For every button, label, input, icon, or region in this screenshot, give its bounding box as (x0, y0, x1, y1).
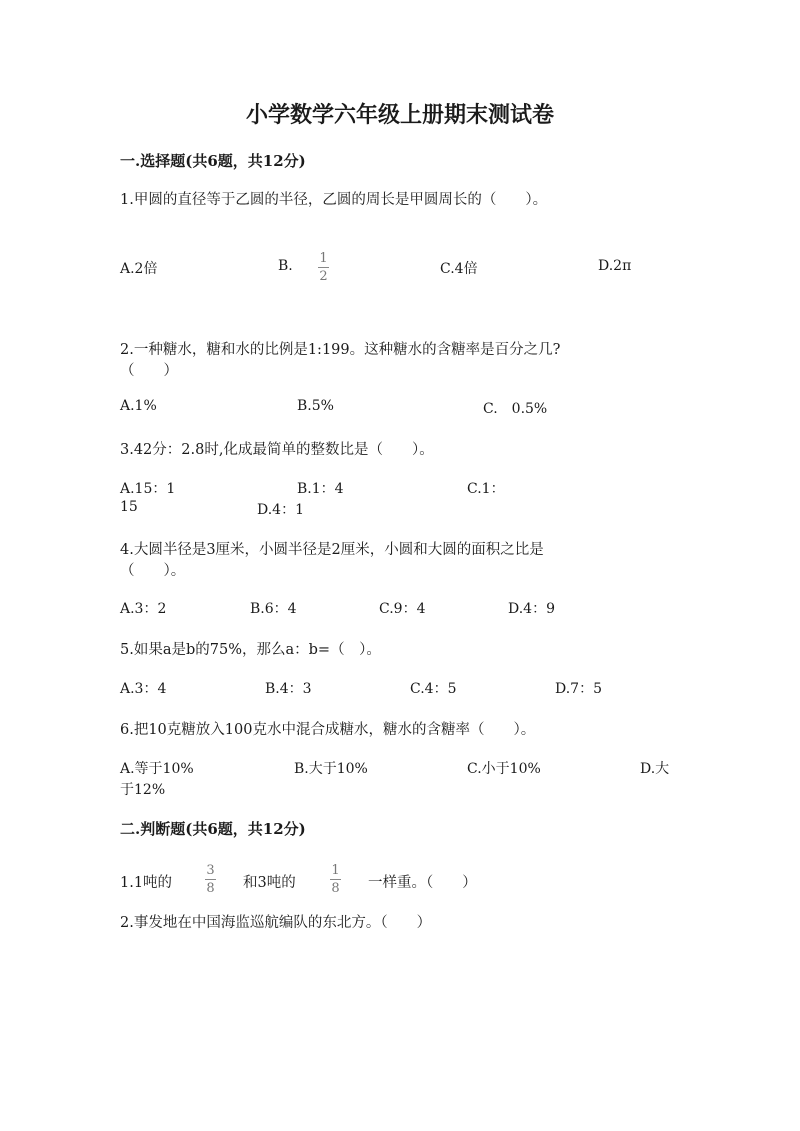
q5-option-a: A.3：4 (120, 681, 167, 697)
section-heading-judgement: 二.判断题(共6题，共12分) (120, 820, 306, 838)
judgement-1-part3: 一样重。（ ） (368, 875, 477, 891)
question-2-line1: 2.一种糖水，糖和水的比例是1:199。这种糖水的含糖率是百分之几? (120, 342, 561, 358)
judgement-1-fraction-1 (205, 864, 216, 895)
q1-option-b-fraction (318, 252, 329, 283)
fraction-numerator: 1 (331, 863, 340, 878)
fraction-numerator: 3 (206, 863, 215, 878)
fraction-bar (318, 267, 329, 268)
fraction-bar (330, 879, 341, 880)
section-heading-choice: 一.选择题(共6题，共12分) (120, 152, 306, 170)
q2-option-c: C. 0.5% (483, 401, 548, 417)
q3-option-a: A.15：1 (120, 481, 176, 497)
question-3: 3.42分：2.8时,化成最简单的整数比是（ ）。 (120, 442, 434, 458)
judgement-2: 2.事发地在中国海监巡航编队的东北方。（ ） (120, 915, 432, 931)
question-5: 5.如果a是b的75%，那么a：b=（ ）。 (120, 642, 381, 658)
q2-option-b: B.5% (297, 398, 334, 414)
q5-option-b: B.4：3 (265, 681, 312, 697)
question-1: 1.甲圆的直径等于乙圆的半径，乙圆的周长是甲圆周长的（ ）。 (120, 192, 548, 208)
question-2-line2: （ ） (120, 363, 178, 379)
page-title: 小学数学六年级上册期末测试卷 (245, 102, 554, 128)
question-6: 6.把10克糖放入100克水中混合成糖水，糖水的含糖率（ ）。 (120, 722, 536, 738)
q3-option-b: B.1：4 (297, 481, 344, 497)
q1-option-a: A.2倍 (120, 261, 158, 277)
q6-option-d: D.大 (640, 761, 670, 777)
fraction-denominator: 8 (206, 881, 215, 896)
q3-option-d: D.4：1 (257, 502, 304, 518)
q5-option-d: D.7：5 (555, 681, 602, 697)
q1-option-b: B. (278, 258, 293, 274)
q6-option-c: C.小于10% (467, 761, 541, 777)
fraction-denominator: 8 (331, 881, 340, 896)
q5-option-c: C.4：5 (410, 681, 457, 697)
judgement-1-part1: 1.1吨的 (120, 875, 173, 891)
q2-option-a: A.1% (120, 398, 157, 414)
q6-option-d-continued: 于12% (120, 782, 166, 798)
judgement-1-part2: 和3吨的 (243, 875, 296, 891)
question-4-line2: （ ）。 (120, 563, 186, 579)
fraction-numerator: 1 (319, 251, 328, 266)
q4-option-b: B.6：4 (250, 601, 297, 617)
q3-option-c-continued: 15 (120, 499, 138, 515)
q6-option-b: B.大于10% (294, 761, 368, 777)
q4-option-c: C.9：4 (379, 601, 426, 617)
q4-option-a: A.3：2 (120, 601, 167, 617)
q1-option-d: D.2π (598, 258, 632, 274)
q4-option-d: D.4：9 (508, 601, 555, 617)
q1-option-c: C.4倍 (440, 261, 478, 277)
question-4-line1: 4.大圆半径是3厘米，小圆半径是2厘米，小圆和大圆的面积之比是 (120, 542, 544, 558)
fraction-bar (205, 879, 216, 880)
judgement-1-fraction-2 (330, 864, 341, 895)
q6-option-a: A.等于10% (120, 761, 194, 777)
q3-option-c: C.1： (467, 481, 505, 497)
fraction-denominator: 2 (319, 269, 328, 284)
